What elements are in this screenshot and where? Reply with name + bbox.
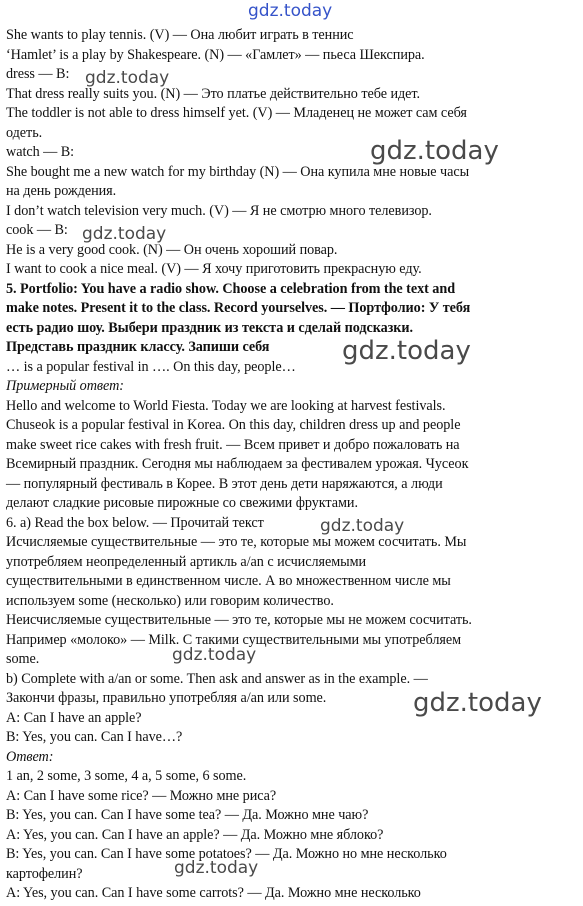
text-line: A: Yes, you can. Can I have an apple? — Да. Можно мне яблоко? xyxy=(6,826,384,843)
text-line: dress — B: xyxy=(6,66,70,82)
text-line: b) Complete with a/an or some. Then ask and answer as in the example. — xyxy=(6,670,428,687)
text-line: Неисчисляемые существительные — это те, которые мы не можем сосчитать. xyxy=(6,612,472,628)
text-line: Chuseok is a popular festival in Korea. On this day, children dress up and people xyxy=(6,417,461,433)
text-line: make notes. Present it to the class. Record yourselves. — Портфолио: У тебя xyxy=(6,300,471,316)
text-line: B: Yes, you can. Can I have…? xyxy=(6,729,183,745)
text-line: I want to cook a nice meal. (V) — Я хочу приготовить прекрасную еду. xyxy=(6,261,422,277)
text-line: используем some (несколько) или говорим количество. xyxy=(6,592,334,609)
text-line: The toddler is not able to dress himself yet. (V) — Младенец не может сам себя xyxy=(6,105,467,121)
text-line: watch — B: xyxy=(6,144,75,160)
text-line: 5. Portfolio: You have a radio show. Choose a celebration from the text and xyxy=(6,280,456,297)
watermark-logo: gdz.today xyxy=(85,68,170,88)
text-line: B: Yes, you can. Can I have some tea? — Да. Можно мне чаю? xyxy=(6,807,369,823)
text-line: одеть. xyxy=(6,124,43,141)
text-line: Исчисляемые существительные — это те, которые мы можем сосчитать. Мы xyxy=(6,534,467,550)
text-line: Закончи фразы, правильно употребляя a/an или some. xyxy=(6,690,327,706)
text-line: Например «молоко» — Milk. С такими существительными мы употребляем xyxy=(6,631,462,648)
text-line: some. xyxy=(6,651,40,667)
text-line: A: Can I have an apple? xyxy=(6,709,142,726)
text-line: Примерный ответ: xyxy=(6,378,124,394)
watermark-logo: gdz.today xyxy=(370,136,499,166)
watermark-logo: gdz.today xyxy=(174,858,259,878)
text-line: A: Can I have some rice? — Можно мне риса? xyxy=(6,787,277,804)
text-line: Hello and welcome to World Fiesta. Today we are looking at harvest festivals. xyxy=(6,397,446,414)
text-line: ‘Hamlet’ is a play by Shakespeare. (N) — «Гамлет» — пьеса Шекспира. xyxy=(6,46,425,63)
text-line: A: Yes, you can. Can I have some carrots? — Да. Можно мне несколько xyxy=(6,885,421,901)
text-line: делают сладкие рисовые пирожные со свежими фруктами. xyxy=(6,495,358,511)
watermark-logo: gdz.today xyxy=(320,516,405,536)
text-line: есть радио шоу. Выбери праздник из текста и сделай подсказки. xyxy=(6,319,414,336)
text-line: употребляем неопределенный артикль a/an с исчисляемыми xyxy=(6,553,367,570)
text-line: на день рождения. xyxy=(6,183,117,199)
text-line: 1 an, 2 some, 3 some, 4 a, 5 some, 6 some. xyxy=(6,768,247,784)
text-line: существительными в единственном числе. А во множественном числе мы xyxy=(6,573,451,589)
watermark-logo: gdz.today xyxy=(172,645,257,665)
watermark-logo: gdz.today xyxy=(342,336,471,366)
text-line: make sweet rice cakes with fresh fruit. — Всем привет и добро пожаловать на xyxy=(6,436,460,453)
watermark-logo: gdz.today xyxy=(248,1,333,21)
watermark-logo: gdz.today xyxy=(413,688,542,718)
text-line: cook — B: xyxy=(6,222,68,238)
text-line: 6. a) Read the box below. — Прочитай текст xyxy=(6,514,264,531)
text-line: I don’t watch television very much. (V) — Я не смотрю много телевизор. xyxy=(6,202,432,219)
text-line: — популярный фестиваль в Корее. В этот день дети наряжаются, а люди xyxy=(6,475,443,492)
text-line: Ответ: xyxy=(6,748,54,765)
text-line: картофелин? xyxy=(6,865,83,882)
text-line: Представь праздник классу. Запиши себя xyxy=(6,339,270,355)
text-line: That dress really suits you. (N) — Это платье действительно тебе идет. xyxy=(6,85,420,102)
text-line: She bought me a new watch for my birthday (N) — Она купила мне новые часы xyxy=(6,163,470,180)
text-line: He is a very good cook. (N) — Он очень хороший повар. xyxy=(6,241,338,258)
text-line: … is a popular festival in …. On this day, people… xyxy=(6,358,296,375)
text-line: B: Yes, you can. Can I have some potatoes? — Да. Можно но мне несколько xyxy=(6,846,447,862)
watermark-logo: gdz.today xyxy=(82,224,167,244)
text-line: Всемирный праздник. Сегодня мы наблюдаем за фестивалем урожая. Чусеок xyxy=(6,456,469,472)
text-line: She wants to play tennis. (V) — Она любит играть в теннис xyxy=(6,27,354,43)
